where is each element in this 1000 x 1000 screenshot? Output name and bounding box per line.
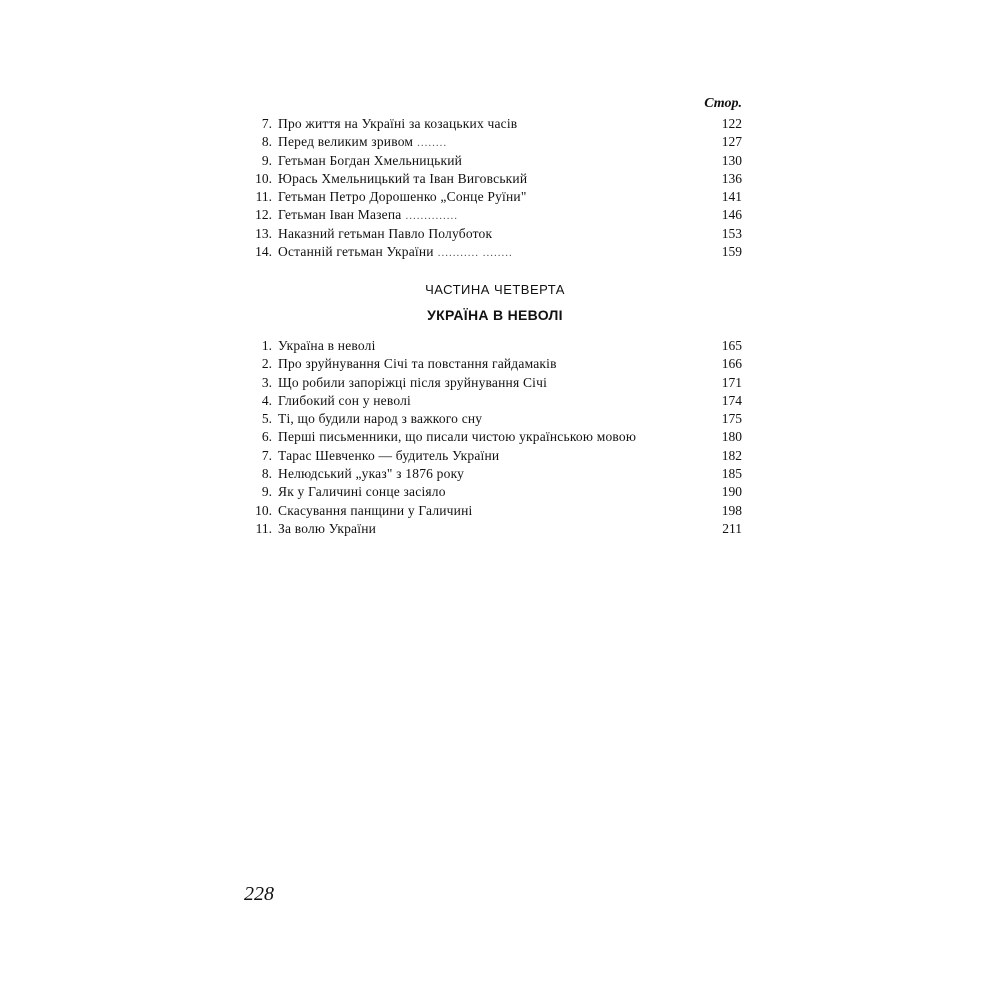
toc-entry-page: 165 — [721, 338, 742, 353]
toc-entry-number: 12. — [255, 207, 272, 223]
toc-entry-title: Глибокий сон у неволі — [278, 392, 411, 408]
toc-entry-title: Про життя на Україні за козацьких часів — [278, 116, 518, 131]
toc-entry-title: Скасування панщини у Галичині — [278, 502, 473, 518]
toc-entry-number: 4. — [261, 392, 272, 408]
toc-entry-number: 2. — [261, 356, 272, 372]
toc-entry-page: 185 — [721, 466, 742, 482]
toc-entry-page: 174 — [721, 392, 742, 408]
toc-entry-title: Останній гетьман України — [278, 244, 434, 260]
toc-entry — [248, 375, 742, 393]
part-label: ЧАСТИНА ЧЕТВЕРТА — [425, 282, 565, 297]
toc-entry-page: 122 — [721, 116, 742, 131]
toc-entry — [248, 393, 742, 411]
toc-entry-title: Як у Галичині сонце засіяло — [278, 484, 446, 500]
toc-entry-page: 180 — [721, 429, 742, 445]
toc-entry — [248, 521, 742, 539]
toc-entry — [248, 466, 742, 484]
toc-entry — [248, 134, 742, 152]
toc-entry-leader: ........ — [417, 137, 448, 150]
toc-entry-number: 11. — [255, 189, 272, 205]
toc-entry — [248, 356, 742, 374]
toc-entry-title: Гетьман Іван Мазепа — [278, 207, 402, 223]
toc-entry-leader: .............. — [405, 210, 458, 223]
part-title: УКРАЇНА В НЕВОЛІ — [427, 307, 563, 323]
toc-entry-page: 198 — [721, 502, 742, 518]
toc-entry-number: 6. — [261, 429, 272, 445]
toc-entry-number: 7. — [261, 116, 272, 131]
toc-entry-title: Про зруйнування Січі та повстання гайдамаків — [278, 356, 557, 372]
toc-entry-title: Наказний гетьман Павло Полуботок — [278, 225, 493, 241]
toc-entry — [248, 411, 742, 429]
toc-entry-title: Україна в неволі — [278, 338, 376, 353]
toc-entry-number: 5. — [261, 411, 272, 427]
toc-entry-number: 8. — [261, 134, 272, 150]
toc-entry-number: 3. — [261, 374, 272, 390]
toc-section-part-three — [248, 116, 742, 262]
toc-entry-number: 13. — [255, 225, 272, 241]
toc-entry-page: 127 — [721, 134, 742, 150]
toc-entry-page: 190 — [721, 484, 742, 500]
toc-entry-title: Перед великим зривом — [278, 134, 414, 150]
toc-entry-page: 159 — [721, 244, 742, 260]
toc-entry-number: 10. — [255, 170, 272, 186]
toc-entry — [248, 116, 742, 134]
toc-entry-page: 146 — [721, 207, 742, 223]
toc-entry — [248, 338, 742, 356]
toc-entry-title: Ті, що будили народ з важкого сну — [278, 411, 483, 427]
toc-entry — [248, 484, 742, 502]
toc-entry-page: 141 — [721, 189, 742, 205]
toc-entry-page: 166 — [721, 356, 742, 372]
toc-entry — [248, 448, 742, 466]
toc-entry — [248, 503, 742, 521]
toc-entry-page: 171 — [721, 374, 742, 390]
toc-entry — [248, 207, 742, 225]
toc-section-part-four — [248, 338, 742, 539]
toc-entry-title: Гетьман Богдан Хмельницький — [278, 152, 463, 168]
toc-entry-number: 8. — [261, 466, 272, 482]
page-number: 228 — [244, 883, 274, 905]
toc-entry-title: Перші письменники, що писали чистою українською мовою — [278, 429, 637, 445]
toc-entry-number: 14. — [255, 244, 272, 260]
toc-entry-page: 175 — [721, 411, 742, 427]
toc-entry — [248, 189, 742, 207]
toc-entry-title: Юрась Хмельницький та Іван Виговський — [278, 170, 528, 186]
toc-entry-title: Нелюдський „указ" з 1876 року — [278, 466, 465, 482]
toc-entry-number: 7. — [261, 447, 272, 463]
toc-entry-page: 136 — [721, 170, 742, 186]
toc-entry-leader: ........... ........ — [437, 247, 513, 260]
toc-entry-page: 130 — [721, 152, 742, 168]
toc-entry-title: За волю України — [278, 520, 377, 536]
toc-entry-number: 10. — [255, 502, 272, 518]
toc-entry-page: 153 — [721, 225, 742, 241]
toc-entry-number: 11. — [255, 520, 272, 536]
toc-entry-number: 1. — [261, 338, 272, 353]
toc-entry — [248, 226, 742, 244]
page-column-header: Стор. — [704, 96, 742, 111]
toc-entry-number: 9. — [261, 152, 272, 168]
toc-entry-title: Тарас Шевченко — будитель України — [278, 447, 500, 463]
toc-entry — [248, 171, 742, 189]
toc-entry-title: Гетьман Петро Дорошенко „Сонце Руїни" — [278, 189, 527, 205]
toc-entry — [248, 429, 742, 447]
toc-entry-title: Що робили запоріжці після зруйнування Січі — [278, 374, 548, 390]
toc-entry-page: 182 — [721, 447, 742, 463]
toc-entry-number: 9. — [261, 484, 272, 500]
toc-entry-page: 211 — [722, 520, 742, 536]
toc-entry — [248, 153, 742, 171]
toc-entry — [248, 244, 742, 262]
